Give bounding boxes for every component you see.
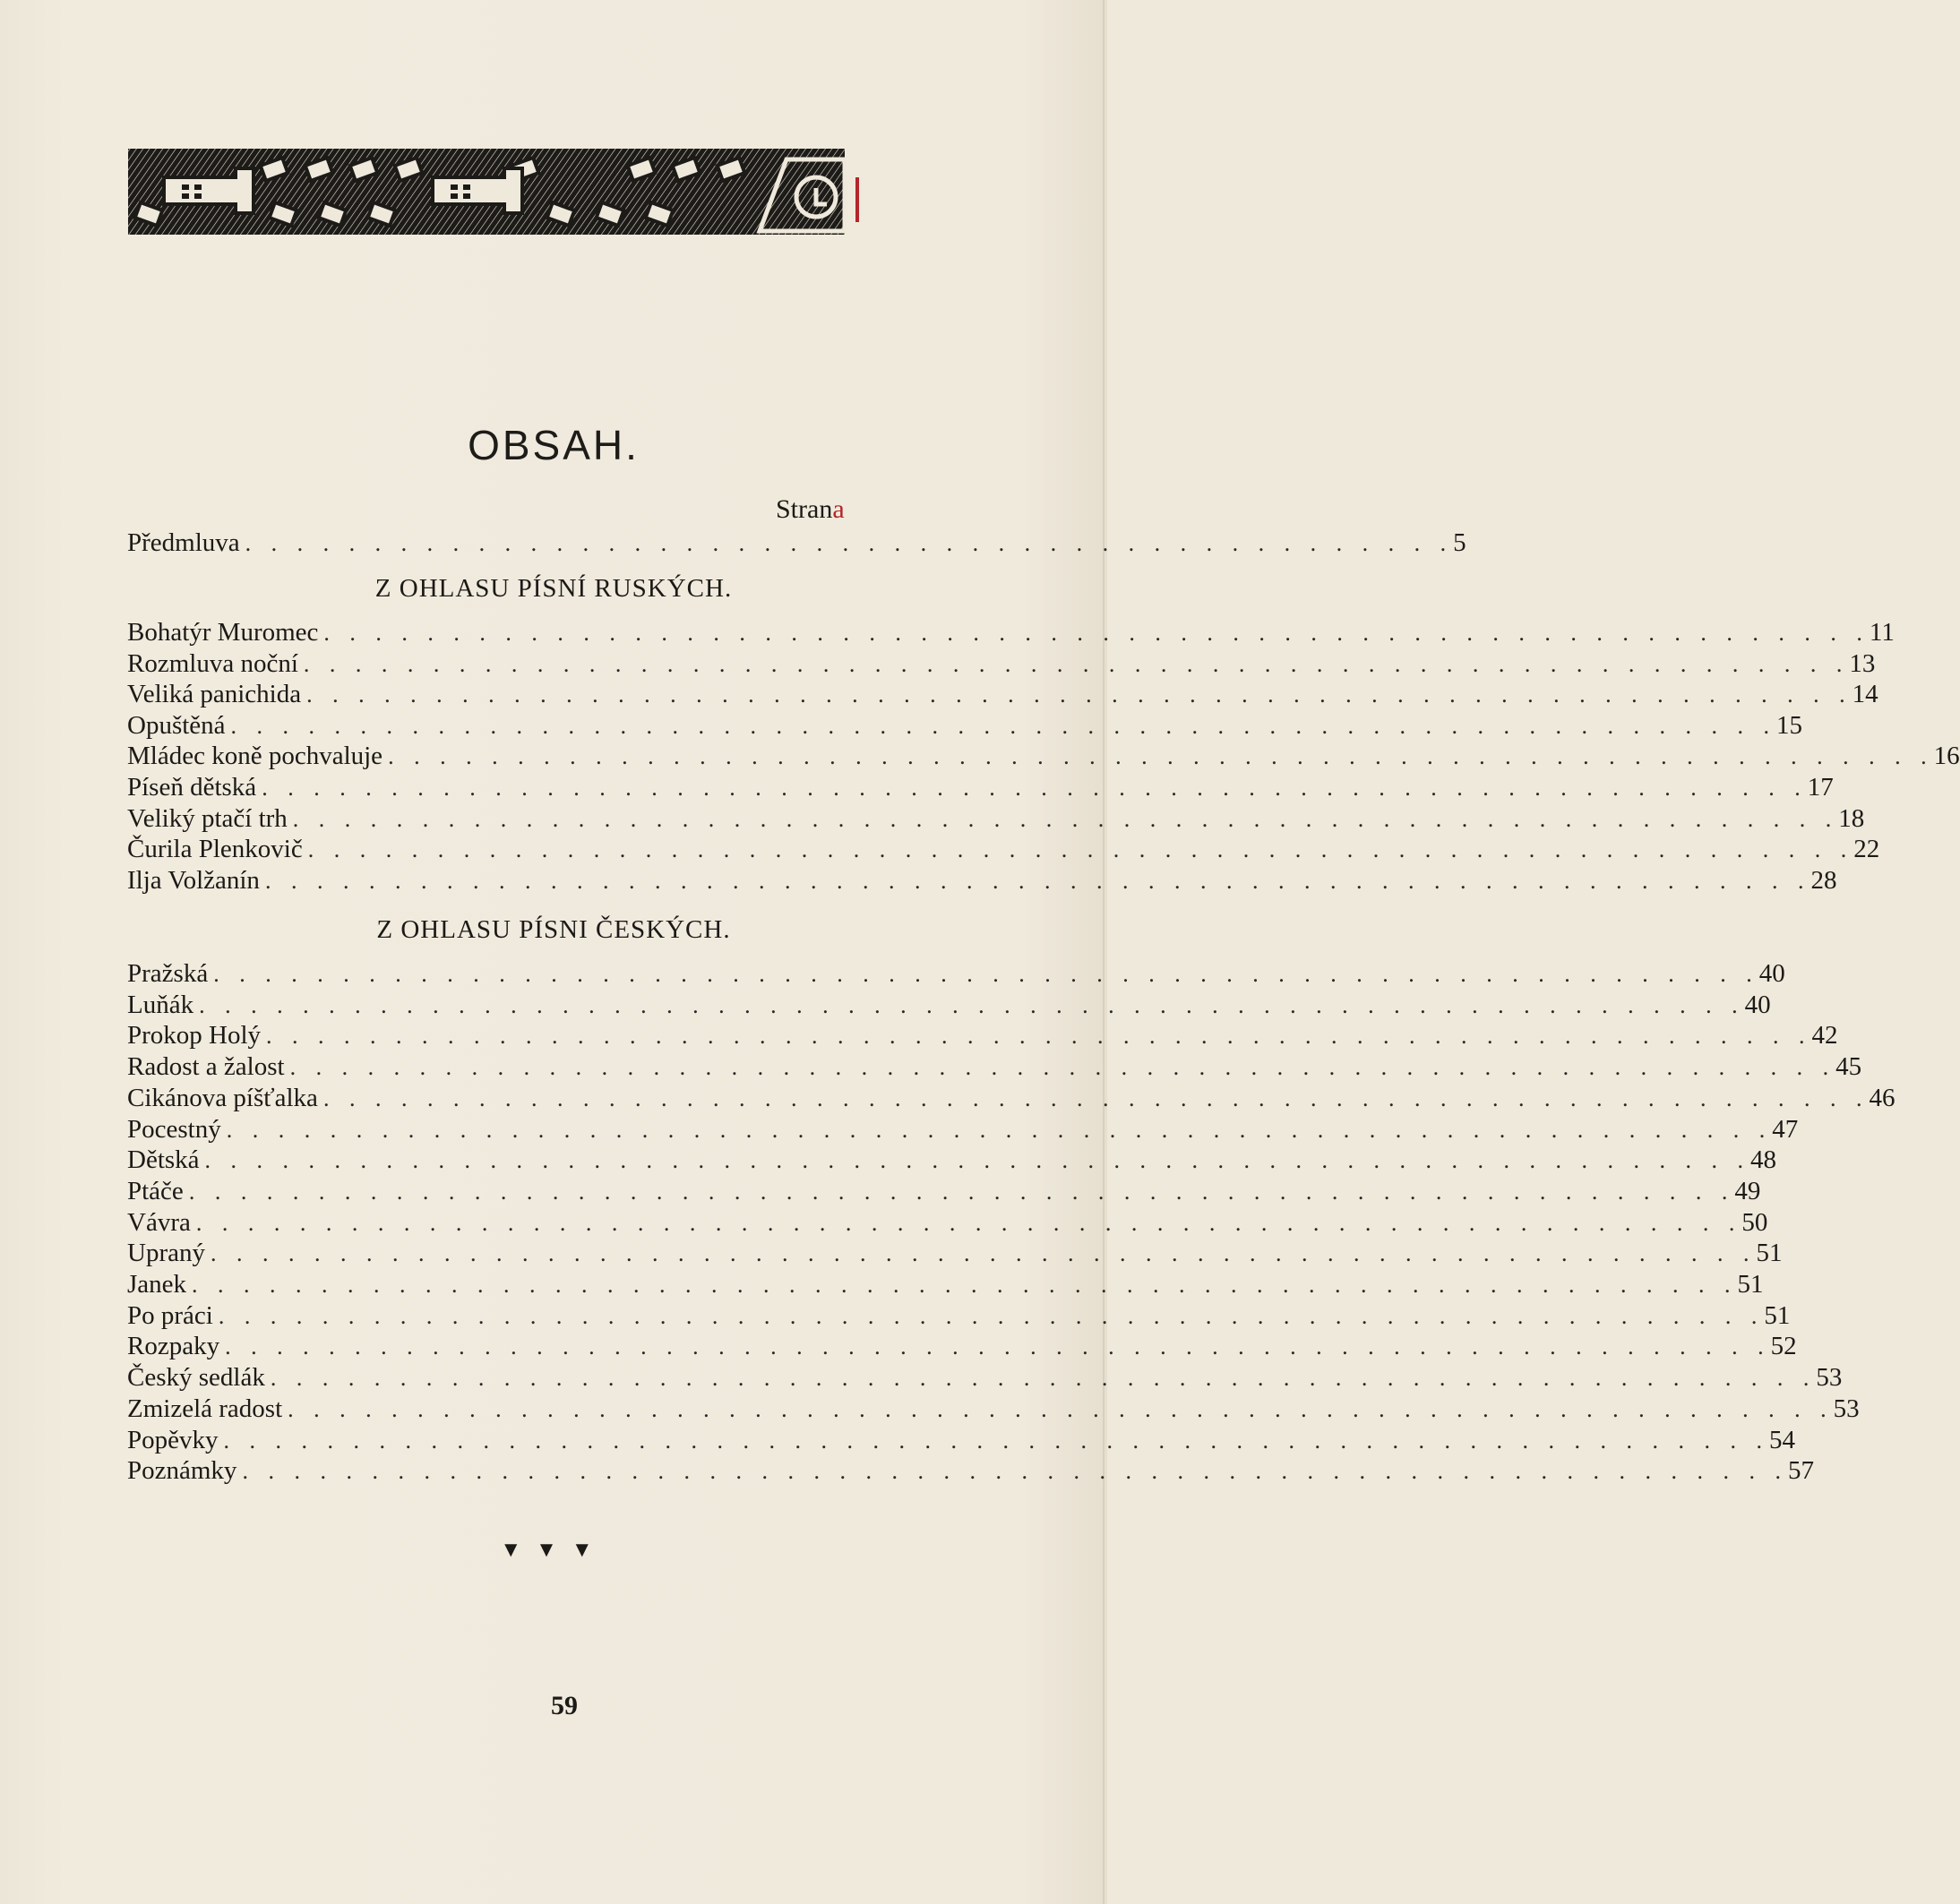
toc-entry	[127, 1145, 1777, 1176]
toc-entry	[127, 1114, 1799, 1145]
toc-entry-page: 51	[1737, 1270, 1764, 1299]
dot-leader: . . . . . . . . . . . . . . . . . . . . . . . . . . . . . . . . . . . . . . . . . . . . . . . . . . . . . . . . . . . .	[323, 620, 1870, 646]
dot-leader: . . . . . . . . . . . . . . . . . . . . . . . . . . . . . . . . . . . . . . . . . . . . . . . . . . . . . . . . . . . .	[223, 1427, 1769, 1454]
toc-entry	[127, 1239, 1783, 1269]
toc-entry	[127, 742, 1960, 772]
toc-entry	[127, 1332, 1797, 1362]
dot-leader: . . . . . . . . . . . . . . . . . . . . . . . . . . . . . . . . . . . . . . . . . . . . . . . . . . . . . . . . . . . .	[188, 1178, 1735, 1205]
toc-entry-title: Upraný	[127, 1239, 205, 1268]
toc-entry-title: Rozmluva noční	[127, 648, 298, 678]
toc-entry-title: Cikánova píšťalka	[127, 1083, 318, 1112]
dot-leader: . . . . . . . . . . . . . . . . . . . . . . . . . . . . . . . . . . . . . . . . . . . . . . . . . . . . . . . . . . . .	[292, 805, 1839, 832]
toc-entry-page: 15	[1776, 710, 1803, 740]
dot-leader: . . . . . . . . . . . . . . . . . . . . . . . . . . . . . . . . . . . . . . . . . . . . . . . . . . . . . . . . . . . .	[242, 1458, 1788, 1485]
dot-leader: . . . . . . . . . . . . . . . . . . . . . . . . . . . . . . . . . . . . . . . . . . . . . . . . . . . . . . . . . . . .	[264, 867, 1811, 894]
dot-leader: . . . . . . . . . . . . . . . . . . . . . . . . . . . . . . . . . . . . . . . . . . . . . . . . . . . . . . . . . . . .	[262, 775, 1808, 801]
dot-leader: . . . . . . . . . . . . . . . . . . . . . . . . . . . . . . . . . . . . . . . . . . . . . . . . . . . . . . . . . . . .	[199, 991, 1745, 1018]
toc-entry-title: Po práci	[127, 1300, 213, 1330]
toc-entry-page: 51	[1756, 1239, 1783, 1268]
toc-entry-title: Opuštěná	[127, 710, 226, 740]
page-column-label-text: Stran	[776, 494, 833, 524]
toc-entry-page: 57	[1787, 1456, 1814, 1486]
dot-leader: . . . . . . . . . . . . . . . . . . . . . . . . . . . . . . . . . . . . . . . . . . . . . . . . . . . . . . . . . . . .	[210, 1240, 1757, 1267]
toc-entry	[127, 835, 1880, 865]
toc-entry-page: 40	[1758, 959, 1785, 988]
dot-leader: . . . . . . . . . . . . . . . . . . . . . . . . . . . . . . . . . . . . . . . . . . . . . . . . . . . . . . . . . . . .	[303, 650, 1850, 677]
toc-entry	[127, 1207, 1768, 1239]
dot-leader: . . . . . . . . . . . . . . . . . . . . . . . . . . . . . . . . . . . . . . . . . . . . . . . . . . . . . . . . . . . .	[322, 1085, 1870, 1111]
toc-entry-title: Čurila Plenkovič	[127, 835, 303, 864]
toc-entry-title: Veliký ptačí trh	[127, 803, 288, 833]
folk-pattern-headpiece-icon	[128, 142, 863, 240]
dot-leader: . . . . . . . . . . . . . . . . . . . . . . . . . . . . . . . . . . . . . . . . . . . . . . . . . . . . . . . . . . . .	[204, 1147, 1751, 1174]
toc-entry-page: 40	[1744, 990, 1771, 1019]
dot-leader: . . . . . . . . . . . . . . . . . . . . . . . . . . . . . . . . . . . . . . . . . . . . . . . . . . . . . . . . . . . .	[388, 743, 1934, 770]
toc-entry	[127, 1300, 1791, 1332]
toc-entry	[127, 1052, 1862, 1083]
dot-leader: . . . . . . . . . . . . . . . . . . . . . . . . . . . . . . . . . . . . . . . . . . . . . . . . . . . . . . . . . . . .	[270, 1365, 1817, 1392]
toc-entry	[127, 865, 1837, 896]
page-title: OBSAH.	[468, 422, 640, 468]
toc-entry-title: Dětská	[127, 1145, 200, 1175]
toc-entry-page: 11	[1869, 618, 1895, 647]
section-heading-czech: Z OHLASU PÍSNI ČESKÝCH.	[376, 915, 731, 944]
toc-entry-title: Veliká panichida	[127, 680, 302, 709]
toc-entry-page: 53	[1833, 1394, 1860, 1423]
dot-leader: . . . . . . . . . . . . . . . . . . . . . . . . . . . . . . . . . . . . . . . . . . . . . . . . . . . . . . . . . . . .	[192, 1272, 1738, 1298]
toc-entry	[127, 680, 1878, 710]
toc-entry	[127, 710, 1803, 742]
toc-entry	[127, 1083, 1896, 1114]
dot-leader: . . . . . . . . . . . . . . . . . . . . . . . . . . . . . . . . . . . . . . . . . . . . . . . . . . . . . . . . . . . .	[225, 1334, 1771, 1360]
toc-entry	[127, 648, 1876, 680]
toc-entry-page: 5	[1453, 528, 1466, 557]
toc-entry-preface	[127, 528, 1466, 559]
toc-entry-title: Pocestný	[127, 1114, 221, 1144]
page-edge	[1103, 0, 1105, 1904]
page-column-label	[776, 494, 845, 525]
dot-leader: . . . . . . . . . . . . . . . . . . . . . . . . . . . . . . . . . . . . . . . . . . . . . . . . . . . . . . . . . . . .	[230, 712, 1777, 739]
dot-leader: . . . . . . . . . . . . . . . . . . . . . . . . . . . . . . . . . . . . . . . . . . . . . . . . . . . . . . . . . . . .	[266, 1023, 1812, 1050]
toc-entry-page: 46	[1869, 1083, 1896, 1112]
toc-entry-title: Luňák	[127, 990, 194, 1019]
toc-entry-title: Ilja Volžanín	[127, 865, 260, 895]
toc-entry-page: 16	[1933, 742, 1960, 771]
toc-entry-page: 22	[1853, 835, 1880, 864]
toc-entry-page: 54	[1769, 1425, 1795, 1454]
toc-entry-title: Janek	[127, 1270, 187, 1299]
toc-entry-title: Pražská	[127, 959, 209, 988]
section-heading-russian: Z OHLASU PÍSNÍ RUSKÝCH.	[374, 574, 733, 603]
page-column-label-red: a	[832, 494, 845, 524]
toc-entry-title: Předmluva	[127, 528, 240, 557]
toc-entry-page: 42	[1811, 1021, 1838, 1051]
toc-entry-page: 13	[1849, 648, 1876, 678]
toc-entry-title: Píseň dětská	[127, 773, 257, 802]
toc-entry	[127, 803, 1865, 835]
toc-entry	[127, 1021, 1838, 1051]
toc-entry	[127, 1270, 1764, 1300]
toc-entry	[127, 618, 1895, 648]
dot-leader: . . . . . . . . . . . . . . . . . . . . . . . . . . . . . . . . . . . . . . . . . . . . . . . . . . . . . . . . . . . .	[213, 961, 1759, 987]
toc-entry-title: Radost a žalost	[127, 1052, 285, 1082]
toc-entry-page: 49	[1734, 1176, 1761, 1205]
dot-leader: . . . . . . . . . . . . . . . . . . . . . . . . . . . . . . . . . . . . . . . . . . . . . . . . . . . . . . . . . . . .	[195, 1209, 1742, 1236]
toc-entry-page: 14	[1852, 680, 1878, 709]
toc-entry-page: 18	[1838, 803, 1865, 833]
toc-entry-page: 52	[1770, 1332, 1797, 1361]
toc-entry-page: 51	[1764, 1300, 1791, 1330]
toc-entry-page: 53	[1816, 1363, 1843, 1393]
toc-entry-title: Popěvky	[127, 1425, 219, 1454]
toc-entry-title: Český sedlák	[127, 1363, 265, 1393]
toc-entry	[127, 1425, 1795, 1456]
toc-entry-title: Ptáče	[127, 1176, 184, 1205]
toc-entry-title: Prokop Holý	[127, 1021, 262, 1051]
toc-entry-page: 45	[1835, 1052, 1862, 1082]
page-number: 59	[551, 1691, 578, 1720]
toc-entry	[127, 1394, 1860, 1425]
toc-entry	[127, 1363, 1843, 1394]
toc-entry-title: Rozpaky	[127, 1332, 220, 1361]
toc-entry	[127, 990, 1771, 1021]
toc-entry-page: 28	[1810, 865, 1837, 895]
toc-entry-title: Poznámky	[127, 1456, 237, 1486]
dot-leader: . . . . . . . . . . . . . . . . . . . . . . . . . . . . . . . . . . . . . . . . . . . . . . .	[245, 530, 1454, 556]
dot-leader: . . . . . . . . . . . . . . . . . . . . . . . . . . . . . . . . . . . . . . . . . . . . . . . . . . . . . . . . . . . .	[307, 836, 1854, 863]
toc-entry	[127, 773, 1834, 803]
toc-entry-page: 47	[1772, 1114, 1799, 1144]
end-ornament-icon: ▼▼▼	[500, 1539, 607, 1562]
toc-entry	[127, 1456, 1814, 1487]
dot-leader: . . . . . . . . . . . . . . . . . . . . . . . . . . . . . . . . . . . . . . . . . . . . . . . . . . . . . . . . . . . .	[218, 1302, 1765, 1329]
toc-entry	[127, 959, 1785, 990]
dot-leader: . . . . . . . . . . . . . . . . . . . . . . . . . . . . . . . . . . . . . . . . . . . . . . . . . . . . . . . . . . . .	[226, 1116, 1773, 1143]
toc-entry-page: 17	[1807, 773, 1834, 802]
toc-entry-title: Mládec koně pochvaluje	[127, 742, 383, 771]
toc-entry	[127, 1176, 1761, 1207]
dot-leader: . . . . . . . . . . . . . . . . . . . . . . . . . . . . . . . . . . . . . . . . . . . . . . . . . . . . . . . . . . . .	[288, 1395, 1834, 1422]
toc-entry-title: Vávra	[127, 1207, 191, 1237]
dot-leader: . . . . . . . . . . . . . . . . . . . . . . . . . . . . . . . . . . . . . . . . . . . . . . . . . . . . . . . . . . . .	[289, 1054, 1836, 1081]
dot-leader: . . . . . . . . . . . . . . . . . . . . . . . . . . . . . . . . . . . . . . . . . . . . . . . . . . . . . . . . . . . .	[306, 682, 1853, 708]
toc-entry-page: 48	[1750, 1145, 1777, 1175]
toc-entry-page: 50	[1741, 1207, 1768, 1237]
toc-entry-title: Bohatýr Muromec	[127, 618, 319, 647]
toc-entry-title: Zmizelá radost	[127, 1394, 283, 1423]
